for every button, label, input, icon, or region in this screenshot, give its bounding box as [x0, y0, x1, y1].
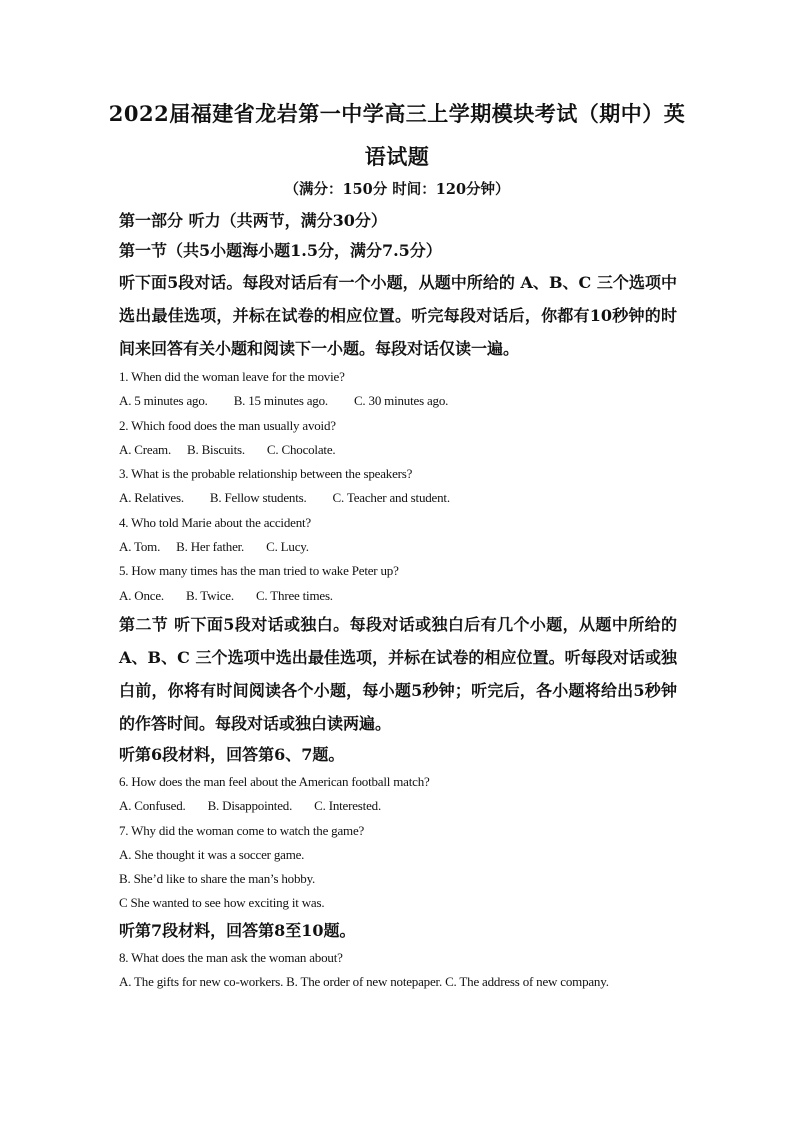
option-a: A. Cream.: [119, 441, 171, 457]
options-8: A. The gifts for new co-workers. B. The order of new notepaper. C. The address of new company.: [119, 974, 609, 990]
material6-heading: 听第6段材料，回答第6、7题。: [119, 744, 345, 764]
options-6: [119, 794, 677, 818]
exam-content: [119, 206, 677, 994]
option-c: C. Lucy.: [266, 539, 309, 555]
option-c: C. 30 minutes ago.: [353, 393, 449, 409]
question-2: 2. Which food does the man usually avoid?: [119, 417, 336, 433]
question-8: 8. What does the man ask the woman about?: [119, 949, 343, 965]
option-a: A. Once.: [119, 587, 164, 603]
question-1: 1. When did the woman leave for the movie?: [119, 369, 345, 384]
option-b: B. 15 minutes ago.: [233, 393, 328, 409]
option-c: C. Three times.: [255, 587, 333, 603]
options-1: [119, 389, 677, 413]
section1-instruction: 听下面5段对话。每段对话后有一个小题，从题中所给的 A、B、C 三个选项中选出最佳选项，并标在试卷的相应位置。听完每段对话后，你都有10秒钟的时间来回答有关小题和阅读下一小题。每段对话仅读一遍。: [119, 273, 677, 358]
options-2: [119, 438, 677, 462]
option-7c: C She wanted to see how exciting it was.: [119, 895, 325, 911]
option-b: B. Disappointed.: [207, 798, 293, 814]
material7-heading: 听第7段材料，回答第8至10题。: [119, 920, 356, 940]
document-title-line-2: 语试题: [364, 144, 430, 169]
question-3: 3. What is the probable relationship between the speakers?: [119, 466, 413, 482]
part1-heading: 第一部分 听力（共两节，满分30分）: [119, 211, 387, 230]
section2-instruction: 第二节 听下面5段对话或独白。每段对话或独白后有几个小题，从题中所给的 A、B、C 三个选项中选出最佳选项，并标在试卷的相应位置。听每段对话或独白前，你将有时间阅读各个小题，每小题5秒钟；听完后，各小题将给出5秒钟的作答时间。每段对话或独白读两遍。: [119, 614, 677, 733]
options-3: [119, 486, 677, 510]
exam-info: （满分：150分 时间：120分钟）: [284, 181, 510, 198]
options-4: [119, 535, 677, 559]
question-6: 6. How does the man feel about the American football match?: [119, 773, 430, 789]
option-c: C. Chocolate.: [266, 441, 336, 457]
option-a: A. Tom.: [119, 539, 161, 555]
option-7a: A. She thought it was a soccer game.: [119, 846, 305, 862]
question-4: 4. Who told Marie about the accident?: [119, 514, 311, 530]
option-b: B. Biscuits.: [187, 441, 245, 457]
option-a: A. Relatives.: [119, 490, 184, 506]
option-c: C. Interested.: [314, 798, 381, 814]
option-a: A. 5 minutes ago.: [119, 393, 208, 409]
options-5: [119, 584, 677, 608]
option-c: C. Teacher and student.: [332, 490, 450, 506]
section1-heading: 第一节（共5小题海小题1.5分，满分7.5分）: [119, 241, 442, 260]
option-b: B. Twice.: [185, 587, 234, 603]
question-5: 5. How many times has the man tried to wake Peter up?: [119, 563, 399, 579]
document-title-line-1: 2022届福建省龙岩第一中学高三上学期模块考试（期中）英: [108, 101, 686, 126]
option-b: B. Her father.: [176, 539, 245, 555]
question-7: 7. Why did the woman come to watch the game?: [119, 822, 365, 838]
option-b: B. Fellow students.: [209, 490, 307, 506]
option-a: A. Confused.: [119, 798, 186, 814]
option-7b: B. She’d like to share the man’s hobby.: [119, 871, 316, 887]
